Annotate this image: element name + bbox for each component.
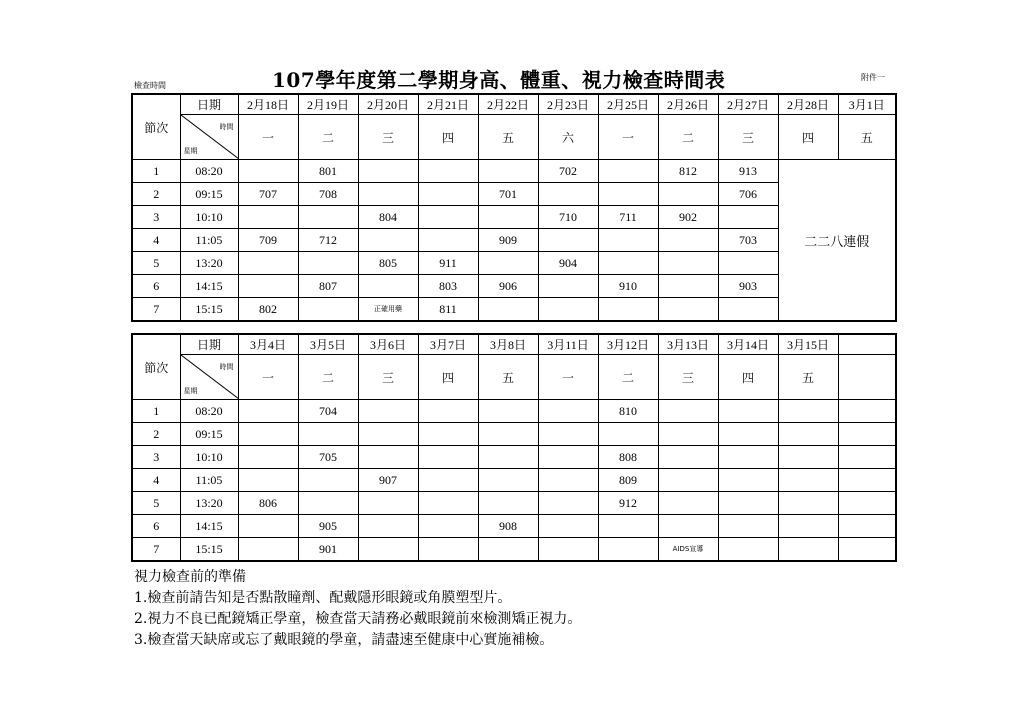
period-time: 14:15: [180, 515, 238, 538]
class-cell: 707: [238, 183, 298, 206]
class-cell: 802: [238, 298, 298, 322]
class-cell: [358, 492, 418, 515]
weekday-label: 星期: [183, 387, 198, 395]
period-number: 1: [132, 160, 180, 183]
class-cell: [358, 515, 418, 538]
class-cell: [358, 400, 418, 423]
date-cell: 3月14日: [718, 334, 778, 355]
class-cell: [658, 446, 718, 469]
class-cell: [718, 400, 778, 423]
date-label: 日期: [180, 94, 238, 115]
class-cell: [478, 298, 538, 322]
corner-label-left: 檢查時間: [134, 81, 166, 90]
class-cell: [478, 160, 538, 183]
period-number: 6: [132, 275, 180, 298]
note-item: 3.檢查當天缺席或忘了戴眼鏡的學童，請盡速至健康中心實施補檢。: [134, 632, 554, 648]
period-row: [132, 400, 896, 423]
class-cell: 709: [238, 229, 298, 252]
date-cell: 3月11日: [538, 334, 598, 355]
class-cell: 812: [658, 160, 718, 183]
period-number: 2: [132, 183, 180, 206]
class-cell: [238, 515, 298, 538]
class-cell: [658, 298, 718, 322]
class-cell: [838, 423, 896, 446]
date-cell: 3月7日: [418, 334, 478, 355]
class-cell: 911: [418, 252, 478, 275]
weekday-cell: 二: [298, 355, 358, 400]
date-cell: 2月22日: [478, 94, 538, 115]
class-cell: 913: [718, 160, 778, 183]
class-cell: [478, 206, 538, 229]
class-cell: [598, 298, 658, 322]
class-cell: [418, 206, 478, 229]
class-cell: 705: [298, 446, 358, 469]
class-cell: [358, 229, 418, 252]
class-cell: [538, 515, 598, 538]
period-row: [132, 538, 896, 562]
class-cell: 710: [538, 206, 598, 229]
class-cell: [598, 515, 658, 538]
class-cell: [778, 538, 838, 562]
date-cell: 2月26日: [658, 94, 718, 115]
class-cell: [778, 515, 838, 538]
class-cell: [478, 538, 538, 562]
class-cell: [238, 206, 298, 229]
period-number: 6: [132, 515, 180, 538]
period-number: 5: [132, 492, 180, 515]
class-cell: [478, 400, 538, 423]
class-cell: [478, 423, 538, 446]
period-time: 14:15: [180, 275, 238, 298]
class-cell: 702: [538, 160, 598, 183]
weekday-cell: 五: [778, 355, 838, 400]
date-cell: 3月15日: [778, 334, 838, 355]
class-cell: [358, 160, 418, 183]
period-row: [132, 515, 896, 538]
class-cell: 806: [238, 492, 298, 515]
class-cell: 703: [718, 229, 778, 252]
weekday-cell: 二: [598, 355, 658, 400]
date-cell: [838, 334, 896, 355]
date-cell: 3月4日: [238, 334, 298, 355]
period-time: 13:20: [180, 252, 238, 275]
class-cell: [718, 252, 778, 275]
class-cell: AIDS宣導: [658, 538, 718, 562]
weekday-cell: 二: [298, 115, 358, 160]
class-cell: [718, 515, 778, 538]
period-row: [132, 446, 896, 469]
class-cell: 808: [598, 446, 658, 469]
class-cell: [238, 446, 298, 469]
period-time: 08:20: [180, 400, 238, 423]
class-cell: [418, 469, 478, 492]
class-cell: [238, 275, 298, 298]
class-cell: [658, 229, 718, 252]
class-cell: [718, 423, 778, 446]
date-cell: 2月28日: [778, 94, 838, 115]
date-header-row: [132, 334, 896, 355]
class-cell: [478, 469, 538, 492]
weekday-cell: 四: [778, 115, 838, 160]
period-row: [132, 492, 896, 515]
weekday-cell: 一: [538, 355, 598, 400]
class-cell: [778, 423, 838, 446]
date-label: 日期: [180, 334, 238, 355]
date-cell: 2月19日: [298, 94, 358, 115]
date-cell: 3月8日: [478, 334, 538, 355]
date-cell: 3月12日: [598, 334, 658, 355]
note-item: 2.視力不良已配鏡矯正學童，檢查當天請務必戴眼鏡前來檢測矯正視力。: [134, 611, 582, 627]
class-cell: [658, 275, 718, 298]
class-cell: 706: [718, 183, 778, 206]
class-cell: [718, 206, 778, 229]
weekday-label: 星期: [183, 147, 198, 155]
period-number: 3: [132, 446, 180, 469]
date-cell: 2月23日: [538, 94, 598, 115]
notes-heading: 視力檢查前的準備: [134, 569, 246, 585]
class-cell: [838, 538, 896, 562]
period-time: 15:15: [180, 538, 238, 562]
date-cell: 2月18日: [238, 94, 298, 115]
class-cell: [658, 469, 718, 492]
weekday-cell: 一: [598, 115, 658, 160]
class-cell: [778, 492, 838, 515]
date-cell: 2月20日: [358, 94, 418, 115]
class-cell: 810: [598, 400, 658, 423]
period-time: 13:20: [180, 492, 238, 515]
time-label: 時間: [219, 123, 234, 131]
class-cell: 805: [358, 252, 418, 275]
weekday-cell: 一: [238, 355, 298, 400]
class-cell: 904: [538, 252, 598, 275]
class-cell: 910: [598, 275, 658, 298]
class-cell: [238, 423, 298, 446]
class-cell: [238, 252, 298, 275]
class-cell: [778, 400, 838, 423]
weekday-cell: 五: [478, 355, 538, 400]
class-cell: [718, 446, 778, 469]
class-cell: [718, 298, 778, 322]
class-cell: [838, 492, 896, 515]
class-cell: [238, 400, 298, 423]
period-time: 11:05: [180, 229, 238, 252]
weekday-cell: 四: [718, 355, 778, 400]
class-cell: [418, 515, 478, 538]
class-cell: 704: [298, 400, 358, 423]
attachment-label: 附件一: [861, 73, 885, 82]
weekday-cell: 五: [478, 115, 538, 160]
date-cell: 3月5日: [298, 334, 358, 355]
period-time: 08:20: [180, 160, 238, 183]
holiday-cell: 二二八連假: [778, 160, 896, 322]
date-cell: 2月21日: [418, 94, 478, 115]
class-cell: [298, 469, 358, 492]
class-cell: [238, 469, 298, 492]
class-cell: [358, 423, 418, 446]
class-cell: [298, 423, 358, 446]
date-cell: 3月1日: [838, 94, 896, 115]
period-row: [132, 423, 896, 446]
period-time: 09:15: [180, 183, 238, 206]
weekday-cell: 二: [658, 115, 718, 160]
class-cell: [658, 423, 718, 446]
weekday-cell: 三: [358, 115, 418, 160]
class-cell: 906: [478, 275, 538, 298]
class-cell: [598, 160, 658, 183]
class-cell: [598, 252, 658, 275]
period-row: [132, 469, 896, 492]
class-cell: [838, 446, 896, 469]
class-cell: [478, 492, 538, 515]
period-row: [132, 160, 896, 183]
date-cell: 2月25日: [598, 94, 658, 115]
class-cell: [598, 538, 658, 562]
class-cell: [538, 275, 598, 298]
period-number: 7: [132, 298, 180, 322]
weekday-cell: 一: [238, 115, 298, 160]
time-weekday-diagonal-header: [180, 355, 238, 400]
class-cell: [598, 423, 658, 446]
weekday-header-row: [132, 115, 896, 160]
notes-section: [134, 567, 581, 651]
weekday-cell: 三: [658, 355, 718, 400]
class-cell: [298, 298, 358, 322]
class-cell: [658, 515, 718, 538]
class-cell: [658, 183, 718, 206]
period-number: 7: [132, 538, 180, 562]
page-title: 107學年度第二學期身高、體重、視力檢查時間表: [272, 68, 726, 92]
period-number: 3: [132, 206, 180, 229]
class-cell: [418, 183, 478, 206]
class-cell: 712: [298, 229, 358, 252]
class-cell: [538, 400, 598, 423]
class-cell: [538, 469, 598, 492]
class-cell: [298, 206, 358, 229]
weekday-cell: 四: [418, 355, 478, 400]
period-number: 4: [132, 229, 180, 252]
class-cell: [538, 298, 598, 322]
period-number: 5: [132, 252, 180, 275]
class-cell: [358, 538, 418, 562]
class-cell: [418, 160, 478, 183]
class-cell: [598, 229, 658, 252]
weekday-cell: 六: [538, 115, 598, 160]
period-time: 10:10: [180, 206, 238, 229]
class-cell: [298, 492, 358, 515]
weekday-cell: 三: [718, 115, 778, 160]
class-cell: [418, 538, 478, 562]
class-cell: 901: [298, 538, 358, 562]
note-item: 1.檢查前請告知是否點散瞳劑、配戴隱形眼鏡或角膜塑型片。: [134, 590, 512, 606]
class-cell: 903: [718, 275, 778, 298]
period-header: 節次: [132, 334, 180, 400]
class-cell: 803: [418, 275, 478, 298]
date-cell: 3月13日: [658, 334, 718, 355]
class-cell: 711: [598, 206, 658, 229]
class-cell: [358, 275, 418, 298]
class-cell: [538, 229, 598, 252]
class-cell: 809: [598, 469, 658, 492]
class-cell: [838, 515, 896, 538]
class-cell: [538, 423, 598, 446]
class-cell: 701: [478, 183, 538, 206]
class-cell: 801: [298, 160, 358, 183]
class-cell: [298, 252, 358, 275]
class-cell: [838, 400, 896, 423]
weekday-cell: 四: [418, 115, 478, 160]
class-cell: [538, 538, 598, 562]
class-cell: [538, 446, 598, 469]
class-cell: [238, 538, 298, 562]
weekday-cell: [838, 355, 896, 400]
period-number: 2: [132, 423, 180, 446]
class-cell: 902: [658, 206, 718, 229]
weekday-header-row: [132, 355, 896, 400]
class-cell: [778, 446, 838, 469]
class-cell: [718, 469, 778, 492]
time-label: 時間: [219, 363, 234, 371]
class-cell: [358, 183, 418, 206]
class-cell: [418, 492, 478, 515]
class-cell: [658, 400, 718, 423]
class-cell: [418, 423, 478, 446]
class-cell: [778, 469, 838, 492]
class-cell: 804: [358, 206, 418, 229]
period-header: 節次: [132, 94, 180, 160]
class-cell: [358, 446, 418, 469]
class-cell: [658, 252, 718, 275]
class-cell: 908: [478, 515, 538, 538]
class-cell: 正確用藥: [358, 298, 418, 322]
class-cell: 909: [478, 229, 538, 252]
period-number: 4: [132, 469, 180, 492]
class-cell: 811: [418, 298, 478, 322]
period-number: 1: [132, 400, 180, 423]
weekday-cell: 三: [358, 355, 418, 400]
period-time: 10:10: [180, 446, 238, 469]
class-cell: [418, 446, 478, 469]
weekday-cell: 五: [838, 115, 896, 160]
class-cell: [538, 492, 598, 515]
period-time: 09:15: [180, 423, 238, 446]
class-cell: [658, 492, 718, 515]
class-cell: [238, 160, 298, 183]
class-cell: 905: [298, 515, 358, 538]
class-cell: [418, 229, 478, 252]
class-cell: [418, 400, 478, 423]
class-cell: [718, 538, 778, 562]
date-header-row: [132, 94, 896, 115]
class-cell: 807: [298, 275, 358, 298]
class-cell: [478, 446, 538, 469]
class-cell: [718, 492, 778, 515]
class-cell: [838, 469, 896, 492]
class-cell: 907: [358, 469, 418, 492]
date-cell: 3月6日: [358, 334, 418, 355]
class-cell: 912: [598, 492, 658, 515]
time-weekday-diagonal-header: [180, 115, 238, 160]
schedule-table-march: [131, 333, 897, 562]
period-time: 15:15: [180, 298, 238, 322]
schedule-table-february: [131, 93, 897, 322]
date-cell: 2月27日: [718, 94, 778, 115]
class-cell: [538, 183, 598, 206]
class-cell: [478, 252, 538, 275]
class-cell: 708: [298, 183, 358, 206]
class-cell: [598, 183, 658, 206]
period-time: 11:05: [180, 469, 238, 492]
